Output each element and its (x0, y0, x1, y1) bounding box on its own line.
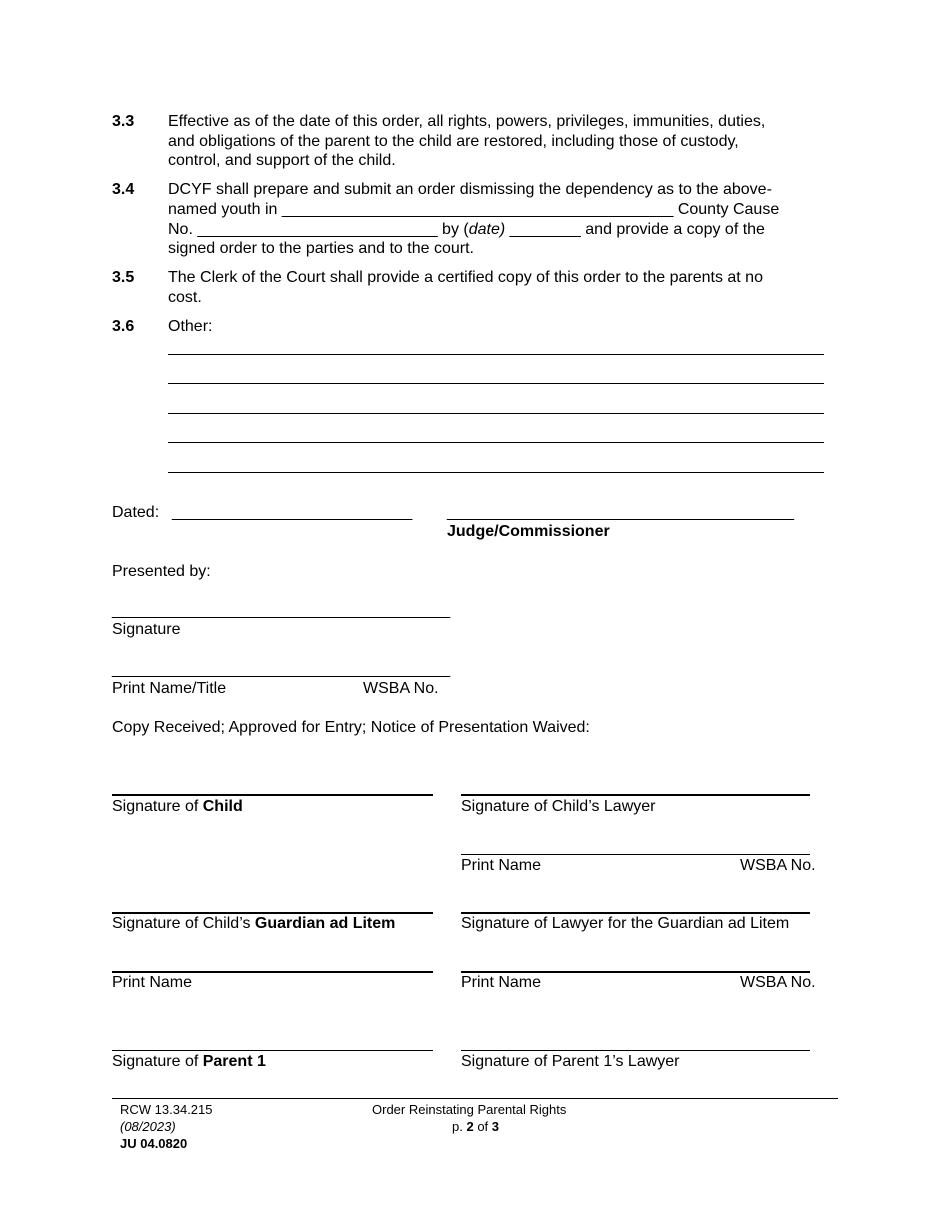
gal-signature-label (112, 914, 395, 934)
gal-lawyer-wsba: WSBA No. (740, 974, 816, 991)
other-line-1[interactable] (168, 354, 824, 355)
footer-page-prefix: p. (452, 1119, 467, 1134)
dated-blank[interactable]: ___________________________ (172, 504, 413, 521)
parent1-signature-prefix: Signature of (112, 1053, 203, 1070)
section-3-5-line-2: cost. (168, 289, 202, 306)
section-3-6-number: 3.6 (112, 318, 135, 335)
gal-signature-bold: Guardian ad Litem (254, 915, 396, 932)
section-3-3-line-2: and obligations of the parent to the child are restored, including those of custody, (168, 133, 739, 150)
child-lawyer-name-line[interactable] (461, 854, 810, 855)
child-lawyer-print-name: Print Name (461, 857, 542, 874)
other-line-3[interactable] (168, 413, 824, 414)
child-lawyer-signature-line[interactable] (461, 794, 810, 796)
gal-signature-prefix: Signature of Child’s (112, 915, 255, 932)
child-signature-label (112, 797, 243, 817)
parent1-signature-label (112, 1052, 266, 1072)
child-signature-bold: Child (202, 798, 243, 815)
other-line-4[interactable] (168, 442, 824, 443)
other-line-2[interactable] (168, 383, 824, 384)
footer-page-total: 3 (491, 1119, 500, 1134)
parent1-lawyer-signature-line[interactable] (461, 1050, 810, 1051)
presenter-name-line[interactable]: ______________________________________ (112, 661, 451, 678)
section-3-3-line-1: Effective as of the date of this order, all rights, powers, privileges, immunities, duties, (168, 113, 766, 130)
presented-by-label: Presented by: (112, 563, 211, 580)
section-3-4-line-3 (168, 220, 765, 240)
parent1-signature-line[interactable] (112, 1050, 433, 1051)
copy-received-text: Copy Received; Approved for Entry; Notice of Presentation Waived: (112, 719, 590, 736)
section-3-3-line-3: control, and support of the child. (168, 152, 396, 169)
footer-rcw: RCW 13.34.215 (120, 1102, 213, 1117)
cause-number-text: No. ___________________________ by ( (168, 221, 469, 238)
section-3-4-line-4: signed order to the parties and to the court. (168, 240, 474, 257)
footer-form-title: Order Reinstating Parental Rights (372, 1102, 567, 1117)
child-signature-line[interactable] (112, 794, 433, 796)
parent1-signature-bold: Parent 1 (202, 1053, 266, 1070)
section-3-4-line-1: DCYF shall prepare and submit an order dismissing the dependency as to the above- (168, 181, 772, 198)
gal-lawyer-print-name: Print Name (461, 974, 542, 991)
presenter-wsba-label: WSBA No. (363, 680, 439, 697)
footer-revision-date: (08/2023) (120, 1119, 176, 1134)
footer-page-of: of (473, 1119, 492, 1134)
footer-divider (112, 1098, 838, 1099)
section-3-4-line-2: named youth in ____________________________________________ County Cause (168, 201, 780, 218)
section-3-3-number: 3.3 (112, 113, 135, 130)
date-blank-text: ________ and provide a copy of the (505, 221, 765, 238)
presenter-signature-label: Signature (112, 621, 181, 638)
child-lawyer-signature-label: Signature of Child’s Lawyer (461, 798, 656, 815)
child-signature-prefix: Signature of (112, 798, 203, 815)
judge-signature-line[interactable]: _______________________________________ (447, 504, 795, 521)
judge-commissioner-label: Judge/Commissioner (447, 523, 610, 540)
presenter-print-name-label: Print Name/Title (112, 680, 227, 697)
child-lawyer-wsba: WSBA No. (740, 857, 816, 874)
parent1-lawyer-signature-label: Signature of Parent 1’s Lawyer (461, 1053, 680, 1070)
footer-page-number (452, 1119, 499, 1135)
section-3-5-line-1: The Clerk of the Court shall provide a certified copy of this order to the parents at no (168, 269, 763, 286)
gal-print-name: Print Name (112, 974, 193, 991)
footer-form-number: JU 04.0820 (120, 1136, 188, 1151)
other-line-5[interactable] (168, 472, 824, 473)
gal-lawyer-signature-label: Signature of Lawyer for the Guardian ad Litem (461, 915, 790, 932)
footer-page-current: 2 (466, 1119, 474, 1134)
dated-label: Dated: (112, 504, 160, 521)
section-3-5-number: 3.5 (112, 269, 135, 286)
presenter-signature-line[interactable]: ______________________________________ (112, 602, 451, 619)
section-3-4-number: 3.4 (112, 181, 135, 198)
date-label: date) (468, 221, 506, 238)
section-3-6-label: Other: (168, 318, 213, 335)
